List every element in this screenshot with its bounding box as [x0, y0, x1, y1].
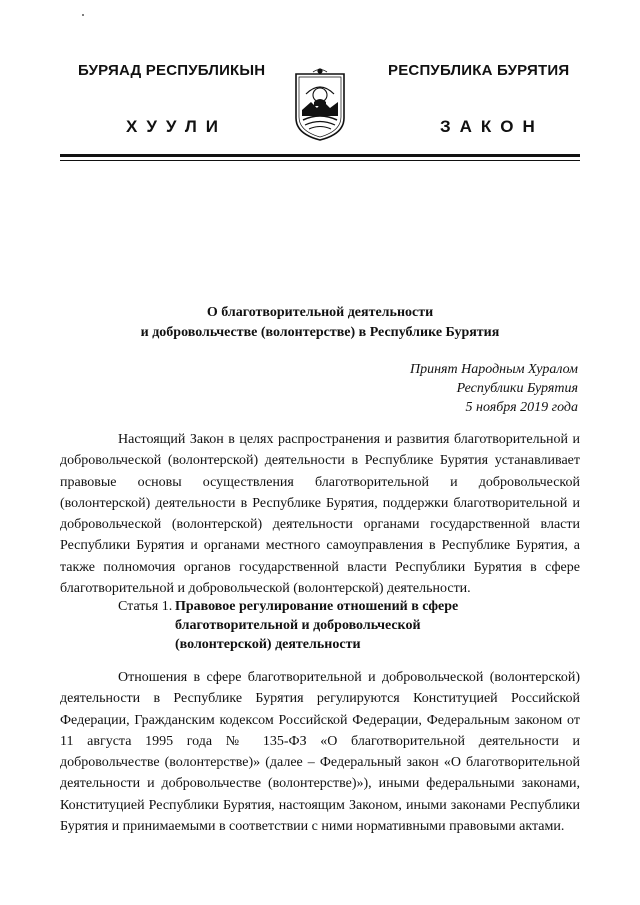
scan-speck — [82, 14, 84, 16]
article-1-paragraph: Отношения в сфере благотворительной и добровольческой (волонтерской) деятельности в Республике Бурятия регулируются Конституцией Российской Федерации, Гражданским кодексом Российской Федерации, Федеральным законом от 11 августа 1995 года № 135-ФЗ «О благотворительной деятельности и добровольчестве (волонтерстве)» (далее – Федеральный закон «О благотворительной деятельности и добровольчестве (волонтерстве)»), иными федеральными законами, Конституцией Республики Бурятия, настоящим Законом, иными законами Республики Бурятия и принимаемыми в соответствии с ними нормативными правовыми актами. — [60, 670, 580, 835]
law-title — [60, 303, 580, 343]
header-divider-thin — [60, 160, 580, 161]
article-1-title: Правовое регулирование отношений в сфере благотворительной и добровольческой (волонтерской) деятельности — [175, 599, 459, 652]
adoption-date: 5 ноября 2019 года — [465, 400, 578, 415]
header-divider-thick — [60, 154, 580, 157]
header-law-russian: ЗАКОН — [440, 117, 544, 136]
header-buryat-republic: БУРЯАД РЕСПУБЛИКЫН — [78, 62, 266, 79]
law-title-line-2: и добровольчестве (волонтерстве) в Республике Бурятия — [140, 325, 500, 340]
law-title-line-1: О благотворительной деятельности — [206, 305, 434, 320]
adoption-note-line-1: Принят Народным Хуралом — [409, 362, 578, 377]
adoption-note — [318, 360, 578, 417]
header-russian-republic: РЕСПУБЛИКА БУРЯТИЯ — [388, 62, 570, 79]
preamble-paragraph: Настоящий Закон в целях распространения и развития благотворительной и добровольческой (волонтерской) деятельности в Республике Бурятия устанавливает правовые основы осуществления благотворительной и добровольческой (волонтерской) деятельности в Республике Бурятия, поддержки благотворительной и добровольческой (волонтерской) деятельности органами государственной власти Республики Бурятия и органами местного самоуправления в Республике Бурятия, а также полномочия органов государственной власти Республики Бурятия в сфере благотворительной и добровольческой (волонтерской) деятельности. — [60, 432, 580, 597]
coat-of-arms-icon — [293, 66, 347, 142]
adoption-note-line-2: Республики Бурятия — [456, 381, 578, 396]
article-1-label: Статья 1. — [118, 599, 173, 614]
header-law-buryat: ХУУЛИ — [126, 117, 227, 136]
